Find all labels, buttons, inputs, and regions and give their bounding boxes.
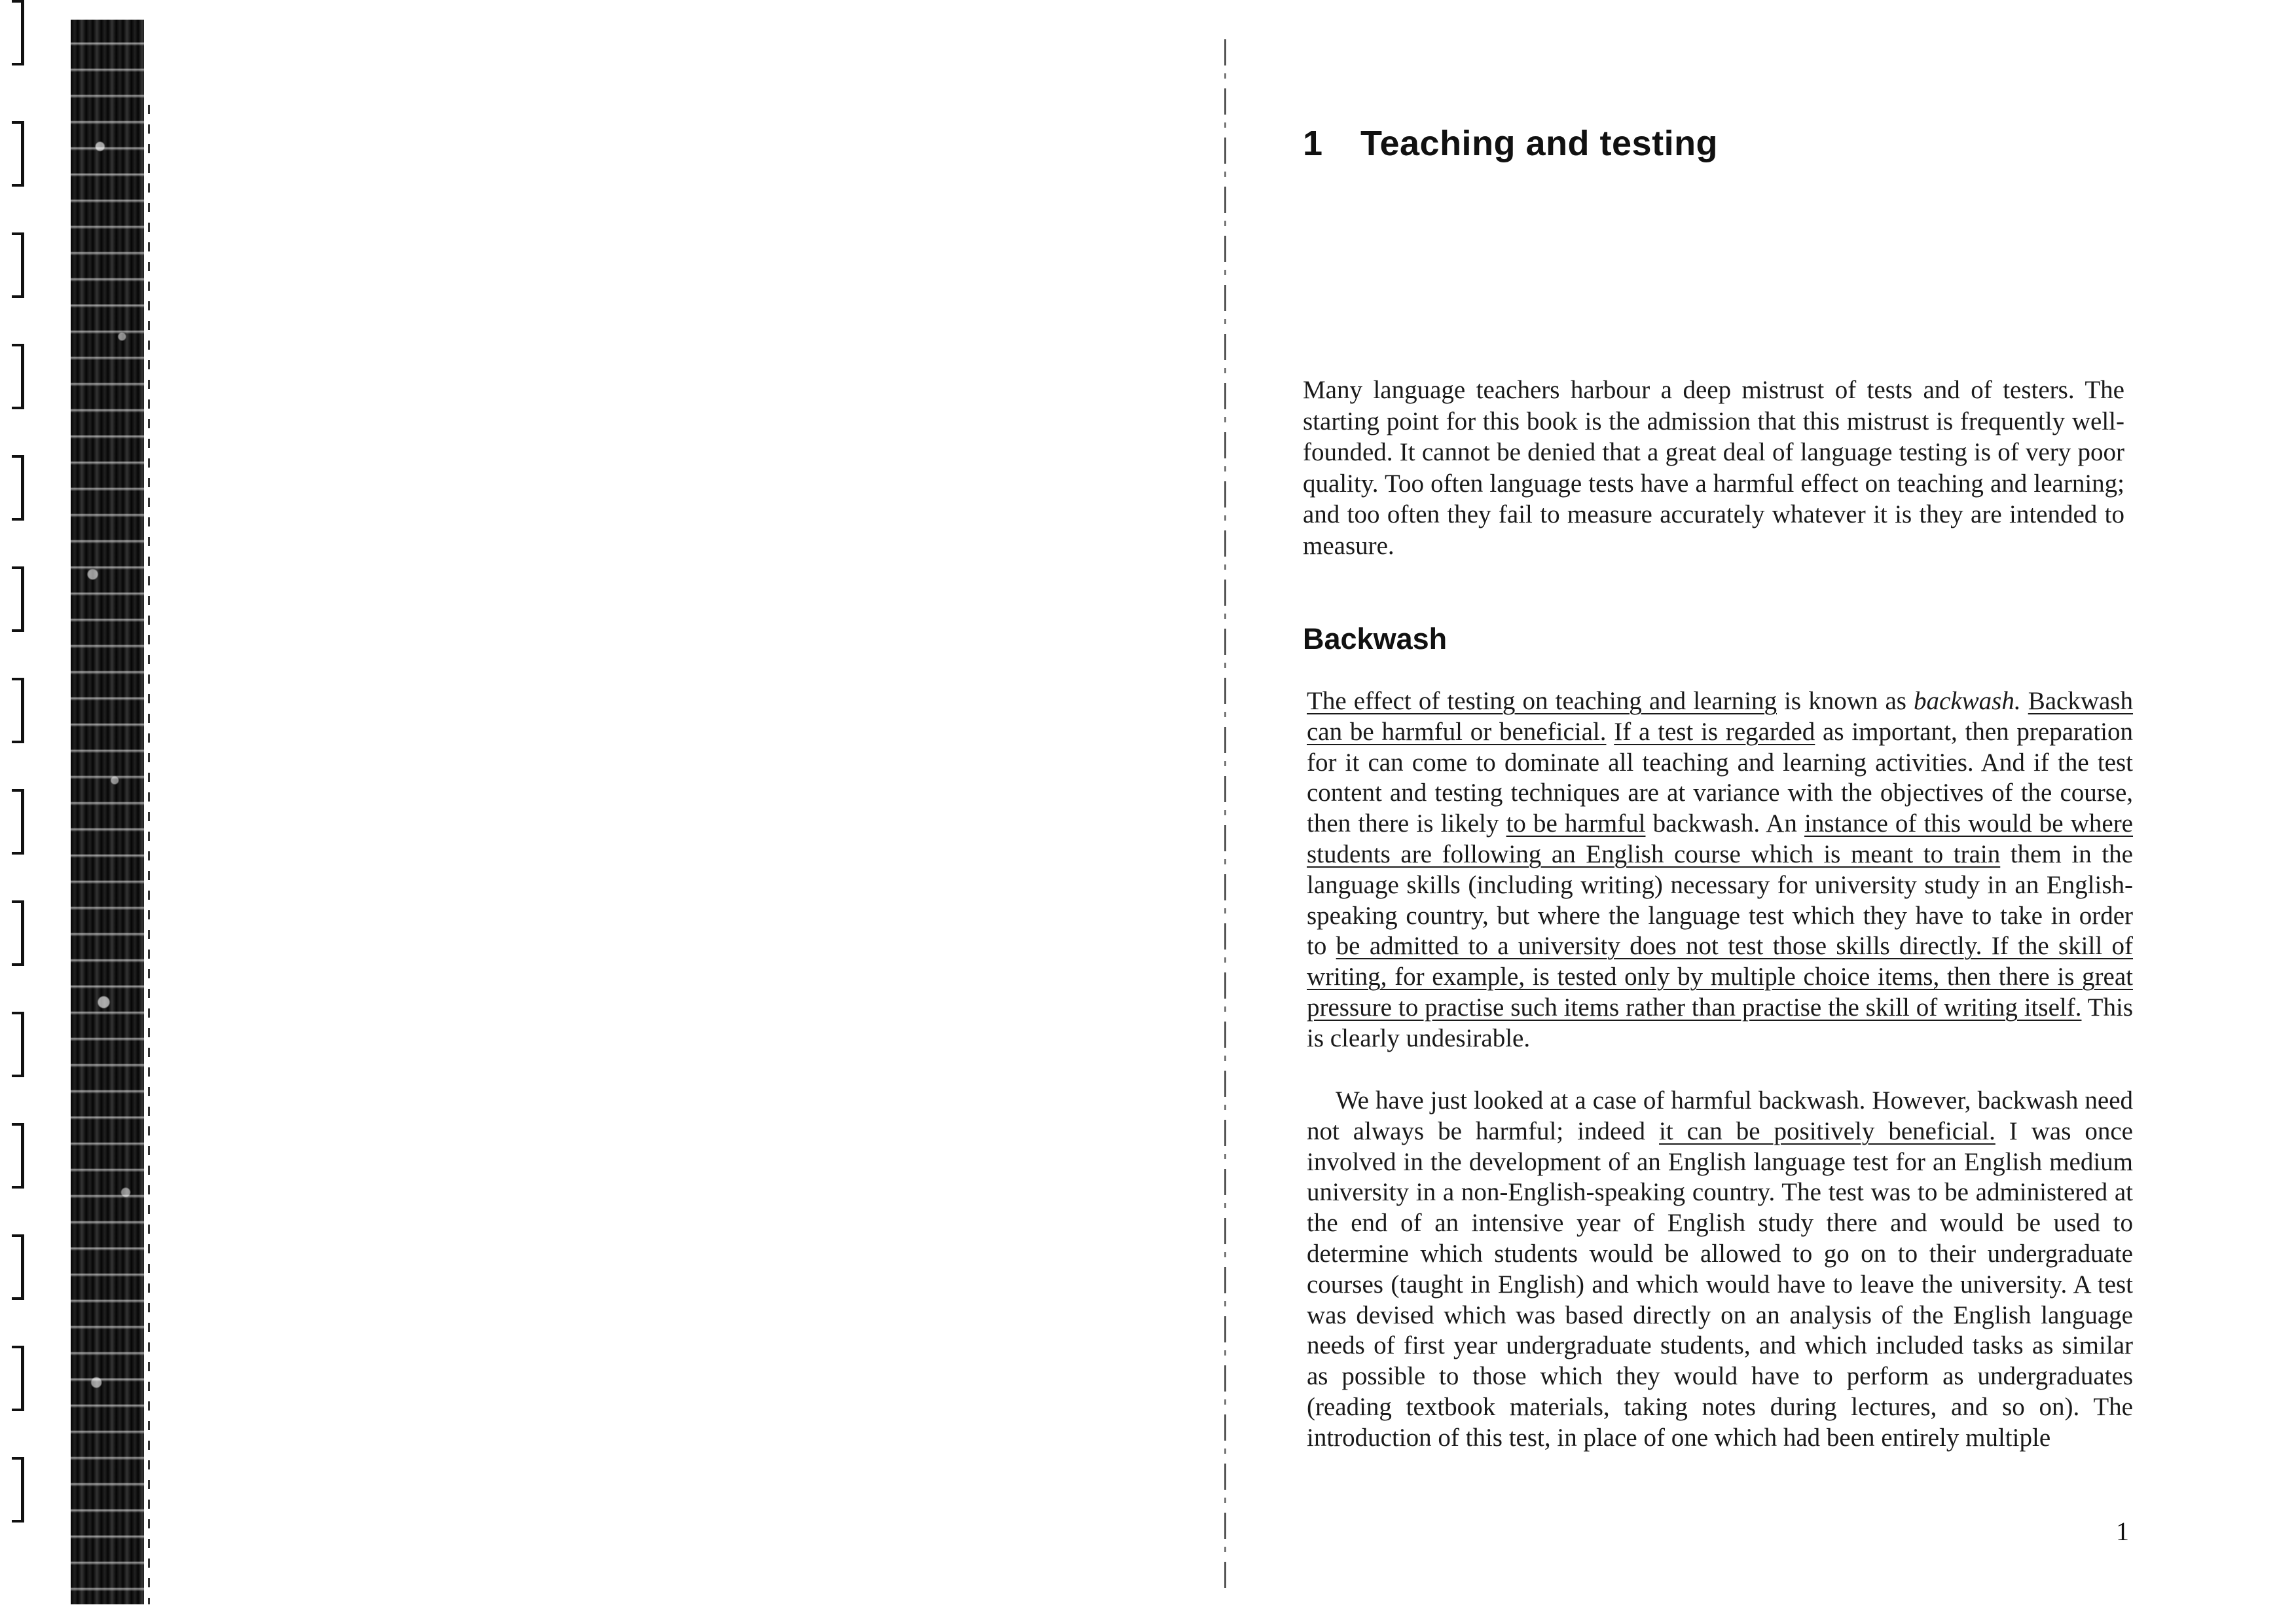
text-run: I was once involved in the development of an English language test for an English medium university in a non-English-speaking country. The test was to be administered at the end of an intensive year of English study there and would be used to determine which students would be allowed to go on to their undergraduate courses (taught in English) and which would have to leave the university. A test was devised which was based directly on an analysis of the English language needs of first year undergraduate students, and which included tasks as similar as possible to those which they would have to perform as undergraduates (reading textbook materials, taking notes during lectures, and so on). The introduction of this test, in place of one which had been entirely multiple (1307, 1116, 2133, 1452)
spiral-bracket (12, 678, 24, 743)
text-run: This is clearly undesirable. (1307, 993, 2133, 1052)
spiral-bracket (12, 566, 24, 632)
underlined-text: instance of this would be where students are following an English course which is meant to train (1307, 809, 2133, 868)
chapter-title-text: Teaching and testing (1360, 124, 1719, 163)
text-run: is known as (1777, 687, 1914, 715)
underlined-text: it can be positively beneficial. (1659, 1116, 1995, 1145)
spiral-bracket (12, 232, 24, 298)
spiral-bracket (12, 1346, 24, 1411)
spiral-bracket (12, 121, 24, 187)
text-run (1606, 718, 1614, 746)
backwash-paragraph-1 (1307, 686, 2133, 1054)
underlined-text: to be harmful (1506, 809, 1646, 838)
text-run (2021, 687, 2028, 715)
underlined-text: If a test is regarded (1614, 717, 1815, 746)
text-run: backwash. An (1645, 809, 1804, 838)
spiral-bracket (12, 0, 24, 65)
spiral-bracket (12, 455, 24, 521)
italic-term: backwash. (1914, 687, 2021, 715)
underlined-text: be admitted to a university does not test those skills directly. If the skill of writing, for example, is tested only by multiple choice items, then there is great pressure to practise such items rather than practise the skill of writing itself. (1307, 932, 2133, 1022)
spiral-bracket (12, 1123, 24, 1189)
spiral-bracket (12, 1457, 24, 1522)
spiral-bracket (12, 344, 24, 409)
spiral-bracket (12, 789, 24, 855)
spiral-bracket (12, 900, 24, 966)
spiral-bracket (12, 1012, 24, 1077)
text-run: them in the language skills (including writing) necessary for university study in an English-speaking country, but where the language test which they have to take in order to (1307, 840, 2133, 961)
page-number: 1 (2116, 1517, 2129, 1546)
section-heading: Backwash (1303, 622, 1448, 655)
text-run: as important, then preparation for it can come to dominate all teaching and learning activities. And if the test content and testing techniques are at variance with the objectives of the course, then there is likely (1307, 717, 2133, 838)
intro-paragraph: Many language teachers harbour a deep mistrust of tests and of testers. The starting point for this book is the admission that this mistrust is frequently well-founded. It cannot be denied that a great deal of language testing is of very poor quality. Too often language tests have a harmful effect on teaching and learning; and too often they fail to measure accurately whatever it is they are intended to measure. (1303, 376, 2124, 560)
page-fold-line (1224, 39, 1226, 1591)
underlined-text: Backwash can be harmful or beneficial. (1307, 687, 2133, 746)
text-run: We have just looked at a case of harmful backwash. However, backwash need not always be harmful; indeed (1307, 1086, 2133, 1145)
chapter-number: 1 (1303, 124, 1323, 163)
chapter-title (1303, 123, 1718, 164)
spiral-bracket (12, 1234, 24, 1300)
underlined-text: The effect of testing on teaching and learning (1307, 687, 1777, 715)
backwash-paragraph-2 (1307, 1086, 2133, 1454)
binding-shadow (71, 20, 144, 1604)
binding-edge (148, 105, 150, 1604)
